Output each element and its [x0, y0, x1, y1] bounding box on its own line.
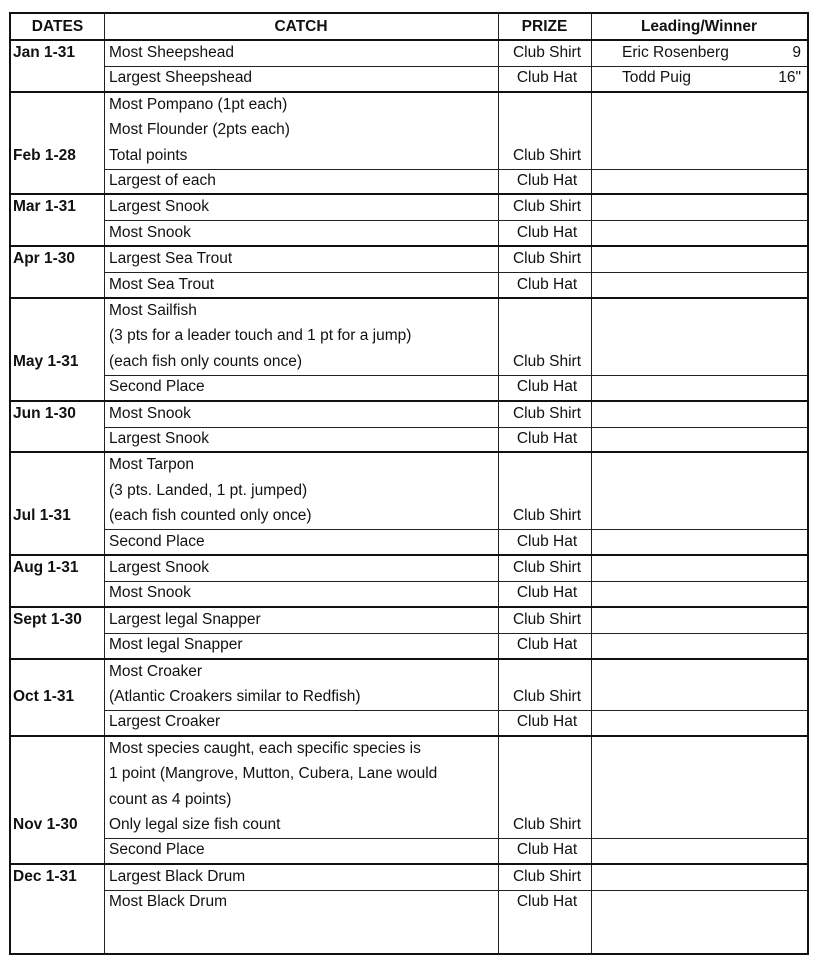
catch-text: Most Pompano (1pt each) — [109, 95, 288, 113]
prize-text: Club Hat — [516, 223, 578, 241]
column-divider — [104, 14, 105, 953]
catch-text: Largest Croaker — [109, 713, 221, 731]
catch-text: Largest Snook — [109, 559, 209, 576]
catch-text: Only legal size fish count — [109, 816, 281, 833]
catch-text: Largest Black Drum — [109, 867, 246, 885]
catch-text: Most Sheepshead — [109, 44, 234, 61]
catch-text: Most Black Drum — [109, 893, 227, 911]
catch-text: Largest Sea Trout — [109, 250, 233, 268]
prize-text: Club Hat — [516, 636, 578, 654]
prize-text: Club Hat — [516, 584, 578, 602]
prize-text: Club Shirt — [512, 250, 582, 268]
header-prize: PRIZE — [521, 18, 568, 35]
month-date: Sept 1-30 — [13, 610, 82, 628]
catch-text: Most Sea Trout — [109, 275, 215, 293]
catch-text: Second Place — [109, 532, 205, 550]
header-leading-winner: Leading/Winner — [640, 18, 758, 35]
prize-text: Club Shirt — [512, 816, 582, 833]
prize-text: Club Shirt — [512, 688, 582, 705]
month-date: Oct 1-31 — [13, 688, 75, 705]
prize-text: Club Hat — [516, 430, 578, 447]
month-date: Feb 1-28 — [13, 146, 76, 164]
leader-name: Eric Rosenberg — [622, 44, 729, 61]
prize-text: Club Shirt — [512, 352, 582, 370]
month-date: Jul 1-31 — [13, 507, 71, 525]
catch-text: 1 point (Mangrove, Mutton, Cubera, Lane would — [109, 765, 438, 783]
prize-text: Club Hat — [516, 275, 578, 293]
prize-text: Club Shirt — [512, 146, 582, 164]
header-dates: DATES — [31, 18, 84, 35]
catch-text: Most Croaker — [109, 662, 203, 680]
catch-text: Most Snook — [109, 404, 191, 422]
prize-text: Club Hat — [516, 532, 578, 550]
month-date: Jan 1-31 — [13, 44, 76, 61]
catch-text: Second Place — [109, 378, 205, 396]
catch-text: Most Snook — [109, 584, 191, 602]
catch-text: Largest Snook — [109, 198, 209, 216]
catch-text: (Atlantic Croakers similar to Redfish) — [109, 688, 361, 705]
prize-text: Club Hat — [516, 172, 578, 189]
prize-table — [9, 12, 809, 955]
catch-text: Most Sailfish — [109, 302, 197, 319]
catch-text: (each fish counted only once) — [109, 507, 312, 525]
catch-text: Most species caught, each specific species is — [109, 739, 421, 757]
prize-text: Club Hat — [516, 378, 578, 396]
catch-text: Largest legal Snapper — [109, 610, 261, 628]
catch-text: Total points — [109, 146, 188, 164]
prize-text: Club Shirt — [512, 610, 582, 628]
catch-text: Most Flounder (2pts each) — [109, 121, 290, 139]
leader-value: 16" — [778, 69, 801, 87]
header-catch: CATCH — [274, 18, 328, 35]
catch-text: Second Place — [109, 841, 205, 859]
catch-text: (each fish only counts once) — [109, 352, 302, 370]
catch-text: Largest of each — [109, 172, 216, 189]
prize-text: Club Shirt — [512, 507, 582, 525]
catch-text: Largest Sheepshead — [109, 69, 253, 87]
catch-text: count as 4 points) — [109, 790, 232, 808]
month-date: May 1-31 — [13, 352, 79, 370]
month-date: Aug 1-31 — [13, 559, 79, 576]
prize-text: Club Shirt — [512, 198, 582, 216]
prize-text: Club Shirt — [512, 44, 582, 61]
month-date: Jun 1-30 — [13, 404, 76, 422]
prize-text: Club Shirt — [512, 404, 582, 422]
leader-name: Todd Puig — [622, 69, 691, 87]
catch-text: Most Tarpon — [109, 456, 195, 474]
catch-text: (3 pts for a leader touch and 1 pt for a jump) — [109, 327, 412, 345]
prize-text: Club Hat — [516, 841, 578, 859]
leader-value: 9 — [792, 44, 801, 61]
month-date: Mar 1-31 — [13, 198, 76, 216]
prize-text: Club Shirt — [512, 559, 582, 576]
catch-text: Most legal Snapper — [109, 636, 243, 654]
catch-text: Most Snook — [109, 223, 191, 241]
month-date: Dec 1-31 — [13, 867, 77, 885]
month-date: Apr 1-30 — [13, 250, 76, 268]
prize-text: Club Hat — [516, 713, 578, 731]
month-date: Nov 1-30 — [13, 816, 78, 833]
catch-text: Largest Snook — [109, 430, 209, 447]
prize-text: Club Hat — [516, 69, 578, 87]
catch-text: (3 pts. Landed, 1 pt. jumped) — [109, 481, 308, 499]
prize-text: Club Hat — [516, 893, 578, 911]
prize-text: Club Shirt — [512, 867, 582, 885]
